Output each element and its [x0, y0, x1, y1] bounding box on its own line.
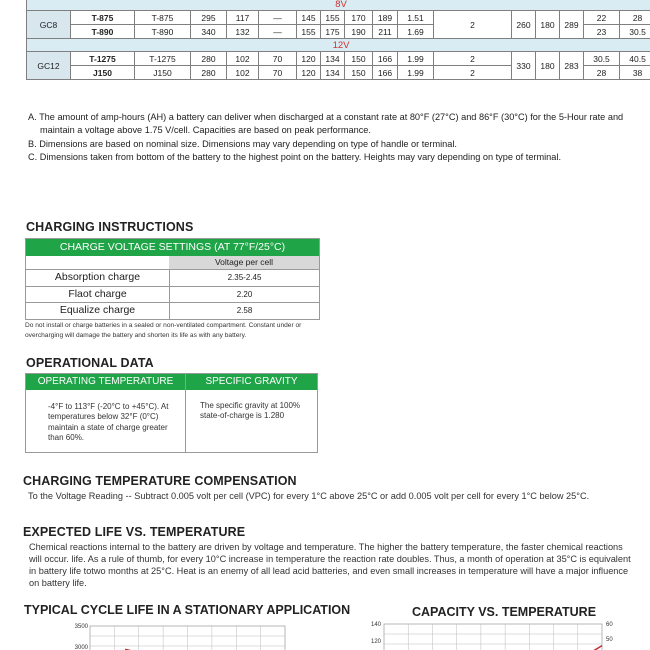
y-tick-label-right: 60	[606, 622, 613, 628]
band-8v: 8V	[27, 0, 650, 11]
table-cell: T-875	[135, 11, 191, 25]
charging-warning: Do not install or charge batteries in a sealed or non-ventilated compartment. Constant under or overcharging will damage the battery and shorten its life as with any battery.	[25, 322, 302, 339]
footnote-c: C. Dimensions taken from bottom of the battery to the highest point on the battery. Heights may vary depending on type of terminal.	[28, 152, 561, 163]
table-cell: 134	[321, 52, 345, 66]
compensation-heading: CHARGING TEMPERATURE COMPENSATION	[23, 474, 297, 488]
table-cell: J150	[71, 66, 135, 80]
voltage-per-cell-label: Voltage per cell	[169, 256, 319, 269]
charge-voltage-subheader-row	[26, 256, 319, 269]
table-cell: 150	[345, 52, 373, 66]
table-cell: 38	[620, 66, 650, 80]
table-cell: 102	[227, 66, 259, 80]
chart-gridlines	[384, 624, 602, 650]
table-cell: 145	[297, 11, 321, 25]
battery-spec-table	[26, 0, 650, 80]
table-cell: 150	[345, 66, 373, 80]
compensation-text: To the Voltage Reading -- Subtract 0.005 volt per cell (VPC) for every 1°C above 25°C or add 0.005 volt per cell for every 1°C below 25°C.	[28, 491, 590, 501]
operating-temperature-header: OPERATING TEMPERATURE	[26, 374, 185, 390]
capacity-chart-title: CAPACITY VS. TEMPERATURE	[412, 605, 597, 619]
table-cell: 170	[345, 11, 373, 25]
table-cell: J150	[135, 66, 191, 80]
specific-gravity-header: SPECIFIC GRAVITY	[186, 374, 317, 390]
table-cell: 190	[345, 25, 373, 39]
table-cell: 180	[536, 52, 560, 80]
footnote-b: B. Dimensions are based on nominal size. Dimensions may vary depending on type of handle or terminal.	[28, 138, 457, 149]
table-row	[26, 302, 319, 319]
footnotes	[28, 111, 636, 165]
table-cell: 120	[297, 52, 321, 66]
table-cell: 102	[227, 52, 259, 66]
table-cell: 260	[512, 11, 536, 39]
operational-data-heading: OPERATIONAL DATA	[26, 356, 154, 370]
table-row	[26, 286, 319, 303]
table-cell: 28	[584, 66, 620, 80]
charge-voltage-header: CHARGE VOLTAGE SETTINGS (AT 77°F/25°C)	[26, 239, 319, 256]
table-cell: 1.51	[398, 11, 434, 25]
cycle-life-chart	[60, 620, 290, 650]
table-cell: 166	[373, 66, 398, 80]
table-cell: 283	[560, 52, 584, 80]
table-cell: 22	[584, 11, 620, 25]
y-tick-label: 3000	[74, 645, 88, 650]
operating-temperature-text: -4°F to 113°F (-20°C to +45°C). At temperatures below 32°F (0°C) maintain a state of charge greater than 60%.	[48, 402, 169, 442]
table-cell: 189	[373, 11, 398, 25]
y-tick-label-left: 140	[370, 622, 381, 628]
table-row	[26, 269, 319, 286]
table-cell: T-875	[71, 11, 135, 25]
table-cell: 155	[297, 25, 321, 39]
row-value: 2.35-2.45	[227, 273, 262, 282]
table-cell: 132	[227, 25, 259, 39]
table-cell: 1.99	[398, 66, 434, 80]
table-cell: 134	[321, 66, 345, 80]
table-cell: 23	[584, 25, 620, 39]
table-cell: 117	[227, 11, 259, 25]
chart-plot-area	[384, 624, 602, 650]
table-cell: 70	[259, 52, 297, 66]
table-cell: 70	[259, 66, 297, 80]
table-cell: T-1275	[71, 52, 135, 66]
specific-gravity-text: The specific gravity at 100% state-of-charge is 1.280	[200, 401, 301, 421]
capacity-temperature-chart	[360, 618, 620, 650]
table-cell: T-890	[71, 25, 135, 39]
series-line	[582, 646, 602, 650]
table-cell: 340	[191, 25, 227, 39]
y-tick-label-right: 50	[606, 637, 613, 643]
table-cell: 280	[191, 66, 227, 80]
footnote-a: A. The amount of amp-hours (AH) a battery can deliver when discharged at a constant rate at 80°F (27°C) and 86°F (30°C) for the 5-Hour rate and maintain a voltage above 1.75 V/cell. Capacities are based on peak performance.	[28, 112, 624, 136]
table-cell: 166	[373, 52, 398, 66]
table-cell: 280	[191, 52, 227, 66]
group-gc12: GC12	[27, 52, 71, 80]
table-cell: 155	[321, 11, 345, 25]
table-cell: 30.5	[620, 25, 650, 39]
table-cell: 211	[373, 25, 398, 39]
row-label: Equalize charge	[26, 303, 170, 319]
chart-series	[582, 646, 602, 650]
y-tick-label: 3500	[74, 624, 88, 630]
table-cell: 2	[434, 66, 512, 80]
group-gc8: GC8	[27, 11, 71, 39]
table-cell: 120	[297, 66, 321, 80]
table-cell: 40.5	[620, 52, 650, 66]
expected-life-heading: EXPECTED LIFE VS. TEMPERATURE	[23, 525, 246, 539]
table-cell: —	[259, 25, 297, 39]
chart-gridlines	[90, 626, 285, 650]
charge-voltage-table	[25, 238, 320, 320]
table-cell: 2	[434, 52, 512, 66]
table-cell: 1.99	[398, 52, 434, 66]
table-cell: 1.69	[398, 25, 434, 39]
table-cell: 295	[191, 11, 227, 25]
table-cell: 28	[620, 11, 650, 25]
table-cell: 30.5	[584, 52, 620, 66]
y-tick-label-left: 120	[370, 639, 381, 645]
table-cell: T-1275	[135, 52, 191, 66]
cycle-life-chart-title: TYPICAL CYCLE LIFE IN A STATIONARY APPLICATION	[24, 603, 351, 617]
band-12v: 12V	[27, 39, 650, 52]
expected-life-text: Chemical reactions internal to the battery are driven by voltage and temperature. The higher the battery temperature, the faster chemical reactions will occur. life. As a rule of thumb, for every 10°C increase in temperature the reaction rate doubles. Thus, a month of operation at 35°C is equivalent in battery life totwo months at 25°C. Heat is an enemy of all lead acid batteries, and even small increases in temperature will have a major influence on battery life.	[29, 542, 631, 588]
table-cell: —	[259, 11, 297, 25]
charging-instructions-heading: CHARGING INSTRUCTIONS	[26, 220, 194, 234]
table-cell: 289	[560, 11, 584, 39]
table-cell: T-890	[135, 25, 191, 39]
operational-data-table	[25, 373, 318, 453]
row-value: 2.58	[236, 306, 253, 315]
table-cell: 2	[434, 11, 512, 39]
table-cell: 175	[321, 25, 345, 39]
table-cell: 180	[536, 11, 560, 39]
row-value: 2.20	[236, 289, 253, 299]
table-cell: 330	[512, 52, 536, 80]
row-label: Flaot charge	[26, 287, 170, 303]
row-label: Absorption charge	[26, 270, 170, 286]
